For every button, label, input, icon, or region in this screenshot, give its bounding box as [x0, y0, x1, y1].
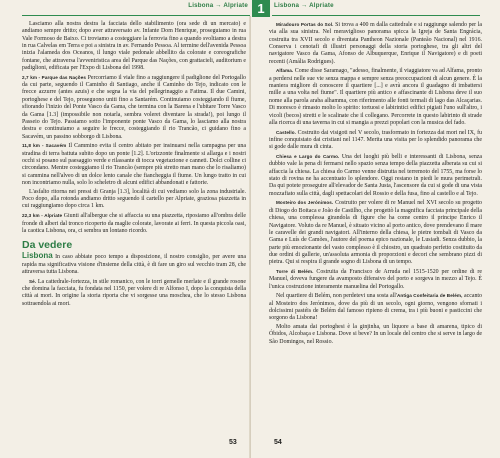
place-label: Torre di Belém. — [276, 268, 314, 274]
arrow-right-icon: → — [301, 2, 308, 9]
right-page-text — [269, 21, 482, 348]
paragraph-text: Una dei luoghi più belli e interessanti di Lisbona, senza dubbio vale la pena di fermarsi nello spazio senza tempo della piazzetta alberata su cui si affaccia la chiesa. La chiesa do Carmo venne distrutta nel terremoto del 1755, ma forse lo stato di rovina ne ha accentuato lo splendore. Oggi restano in piedi le mura perimetrali. Da qui potete proseguire all'elevador de Santa Justa, l'ascensore da cui si gode di una vista mozzafiato sulla città, dagli spettacolari del Rossio e della fusa, fino al castello e al Tejo. — [269, 154, 482, 197]
header-city: Lisbona — [188, 2, 214, 9]
paragraph-text: Si trova a 400 m dalla cattedrale e si raggiunge salendo per la via alla sua sinistra. Nel meraviglioso panorama spicca la Igreja de Santa Engrácia, costruita tra XVII secolo e diventata Pantheon Nazionale (Panteão Nacional) nel 1916. Conserva i cenotafi di illustri personaggi della storia portoghese, tra gli altri del navigatore Vasco da Gama, Afonso de Albuquerque, Enrique il Navigatore) e di poeti recenti (Amália Rodrigues). — [269, 22, 482, 65]
paragraph — [269, 153, 482, 198]
header-area: Alpriate — [223, 2, 248, 9]
paragraph — [22, 278, 246, 308]
stage-label: 2,7 km - Parque das Nações — [22, 74, 87, 80]
paragraph-text: Costruito per volere di re Manuel nel XVI secolo su progetto di Diogo do Boitaca e João de Castilho, che progettò la magnifica facciata principale della chiesa, una complessa girandola di figure che ha come centro il principe Enrico il Navigatore. Voluto da re Manuel, è situato vicino al porto antico, dove prendevano il mare le caravelle dei grandi navigatori. All'interno della chiesa, le pietre tombali di Vasco da Gama e Luís de Camões, l'autore del poema epico nazionale, le Lusiadi. Senza dubbio, la parte più emozionante del vasto complesso è il chiostro, un quadrato perfetto costituito da due ordini di gallerie, un'assoluta armonia di proporzioni e decori che sembrano pizzi di pietra. Qui si respira il grande sogno di Lisbona di un tempo. — [269, 200, 482, 266]
subsection-title: Lisbona — [22, 251, 53, 261]
paragraph-text: accanto al Mosteiro dos Jerónimos, dove da più di un secolo, ogni giorno, vengono sfornati i dolcissimi pastéis de Belém dal famoso ripieno di crema, tra i più buoni e pasticcini che sorgono da Lisbona! — [269, 293, 483, 322]
stage-label: 22,3 km - Alpriate — [22, 213, 63, 219]
paragraph: Molto amata dai portoghesi è la ginjinha, un liquore a base di amarena, tipico di Óbidos, Alcobaça e Lisbona. Dove si beve? In un locale del centro che si serve in largo de São Domingos, nel Rossio. — [269, 324, 482, 345]
paragraph — [269, 268, 482, 291]
place-label: Sé. — [29, 278, 37, 284]
paragraph-text: Nel quartiere di Belém, non perdetevi una sosta all' — [276, 293, 397, 300]
place-label: Alfama. — [276, 68, 294, 74]
running-header-right — [274, 2, 374, 15]
page-number: 54 — [274, 439, 282, 446]
paragraph: Lasciamo alla nostra destra la facciata dello stabilimento (ora sede di un mercato) e andiamo sempre dritto; dopo aver attraversato av. Infante Dom Henrique, proseguiamo in rua Vale Formoso de Baixo. Ci troviamo a costeggiare la ferrovia fino a quando svoltiamo a destra in rua Calvelas em Terra e poi a sinistra in av. Fernando Pessoa. Al termine dell'avenida Pessoa inizia l'alameda dos Oceanos, il lungo viale pedonale abbellito da colorate e coreografiche fontane, che attraversa l'avveniristica area del Parque das Nações, con grattacieli, auditorium e padiglioni, edificata per l'Expo di Lisbona del 1998. — [22, 21, 246, 72]
page-gutter — [249, 16, 251, 458]
paragraph-text: In caso abbiate poco tempo a disposizione, il nostro consiglio, per avere una rapida ma significativa visione d'insieme della città, è di fare un giro sul vecchio tram 28, che attraversa tutta Lisbona. — [22, 254, 246, 275]
place-label: Miradouro Portas do Sol. — [276, 22, 334, 27]
place-label: Mosteiro dos Jerónimos. — [276, 200, 334, 206]
place-label: Antiga Confeitaria de Belém, — [397, 293, 463, 299]
paragraph — [269, 199, 482, 266]
paragraph-text: Giunti all'albergue che si affaccia su una piazzetta, riposiamo all'ombra delle fronde di alberi dal tronco ricoperto da maglie colorate, lavorate ai ferri. In questa piccola oasi, la caotica Lisbona, ora, ci sembra un lontano ricordo. — [22, 213, 247, 234]
place-label: Chiesa e Largo do Carmo. — [276, 154, 340, 160]
arrow-right-icon: → — [215, 2, 222, 9]
paragraph-text: Come disse Saramago, "adesso, finalmente, il viaggiatore va ad Alfama, pronto a perdersi nelle sue vie senza mappa e sempre senza preoccupazioni di alcun genere. È la maniera migliore di conoscere il quartiere [...] e avrà ancora il guadagno di imbattersi mille a una volta nel fiume". Il quartiere più antico e affascinante di Lisbona deve il suo nome alla parola araba alhamma, con riferimento alle fonti termali di lago das Alcaçarias. Di moresco è rimasto molto lo spirito: tortuosi e labirintici edifici pigiati l'uno sull'altro, i vicoli (becos) stretti e le scalinate che il collegano. Percorrete in questo labirinto di strade alla ricerca di una taverna in cui si mangia a prezzi popolari con la musica del fado. — [269, 68, 482, 126]
paragraph-text: Costruito dai visigoti nel V secolo, trasformato in fortezza dai mori nel IX, fu infine conquistato dai cristiani nel 1147. Merita una visita per lo splendido panorama che si gode dalle mura di cinta. — [269, 129, 482, 151]
paragraph-text: La cattedrale-fortezza, in stile romanico, con le torri gemelle merlate e il grande rosone che domina la facciata, fu fondata nel 1150, per volere di re Alfonso I, dopo la conquista della città ai mori. In origine la storia riporta che vi sorgesse una moschea, che lo stesso Lisbona sottraendola ai mori. — [22, 278, 246, 307]
header-rule-left — [22, 15, 250, 16]
paragraph — [269, 129, 482, 152]
paragraph — [22, 74, 246, 141]
header-area: Alpriate — [309, 2, 334, 9]
place-label: Castello. — [276, 129, 297, 135]
page-number: 53 — [229, 439, 237, 446]
paragraph — [22, 212, 246, 235]
running-header-left — [162, 2, 248, 15]
paragraph — [269, 67, 482, 127]
paragraph — [269, 21, 482, 66]
paragraph — [22, 252, 246, 276]
paragraph-text: Costruita da Francisco de Arruda nel 1515-1520 per ordine di re Manuel, doveva fungere da avamposto difensivo del porto e sorgeva in mezzo al Tejo. È l'unica costruzione interamente manuelina del Portogallo. — [269, 268, 482, 290]
stage-label: 11,8 km - Sacavém — [22, 143, 67, 149]
left-page-text — [22, 21, 246, 309]
header-city: Lisbona — [274, 2, 300, 9]
paragraph: L'asfalto ritorna nei pressi di Granja [1.3], località di cui vediamo solo la zona industriale. Poco dopo, alla rotonda andiamo dritto seguendo il cartello per Alpriate, graziosa piazzetta in cui raggiungiamo dopo circa 1 km. — [22, 188, 246, 210]
section-title: Da vedere — [22, 239, 73, 252]
paragraph — [22, 142, 246, 187]
header-rule-right — [272, 15, 480, 16]
paragraph-text: Il Cammino evita il centro abitato per insinuarsi nella campagna per una stradina di terra battuta subito dopo un ponte [1.2]. L'orizzonte finalmente si allarga e i nostri occhi si posano sul paesaggio verde e rilassante di tocca vegetazione e canneti. Dolci colline ci circondano. Mentre costeggiamo il rio Trancão (sempre più stretto man mano che lo risaliamo) si cammina nell'alveo di un dolce lento canale che fiancheggia il fiume. Un lungo tratto in cui non incontriamo nulla, solo lo scheletro di alcuni edifici abbandonati e fattorie. — [22, 143, 246, 186]
chapter-tab: 1 — [252, 0, 270, 17]
paragraph — [269, 292, 482, 322]
paragraph-text: Percorriamo il viale fino a raggiungere il padiglione del Portogallo da cui parte, seguendo il Caminho di Santiago, anche il Caminho do Tejo, indicato con le frecce azzurre (antes azuis) e che segna la via del pellegrinaggio a Fatima. Il due Camini, portoghese e del Tejo, proseguono uniti fino a Santarém. Continuiamo costeggiando il fiume, sfiorando l'inizio del Ponte Vasco da Gama, che termina con la Barena e l'ubitare Torre Vasco da Gama [1.3] (impossibile non notarla, sembra voleret diventare la strada!), poi lungo il Passeio do Tejo. Passiamo sotto l'imponente ponte Vasco da Gama, lo lasciamo alla nostra destra e continuiamo a seguire le frecce, costeggiando il rio Trancão, ci guidano fino a Sacavém, un passino sobborgo di Lisbona. — [22, 74, 246, 140]
